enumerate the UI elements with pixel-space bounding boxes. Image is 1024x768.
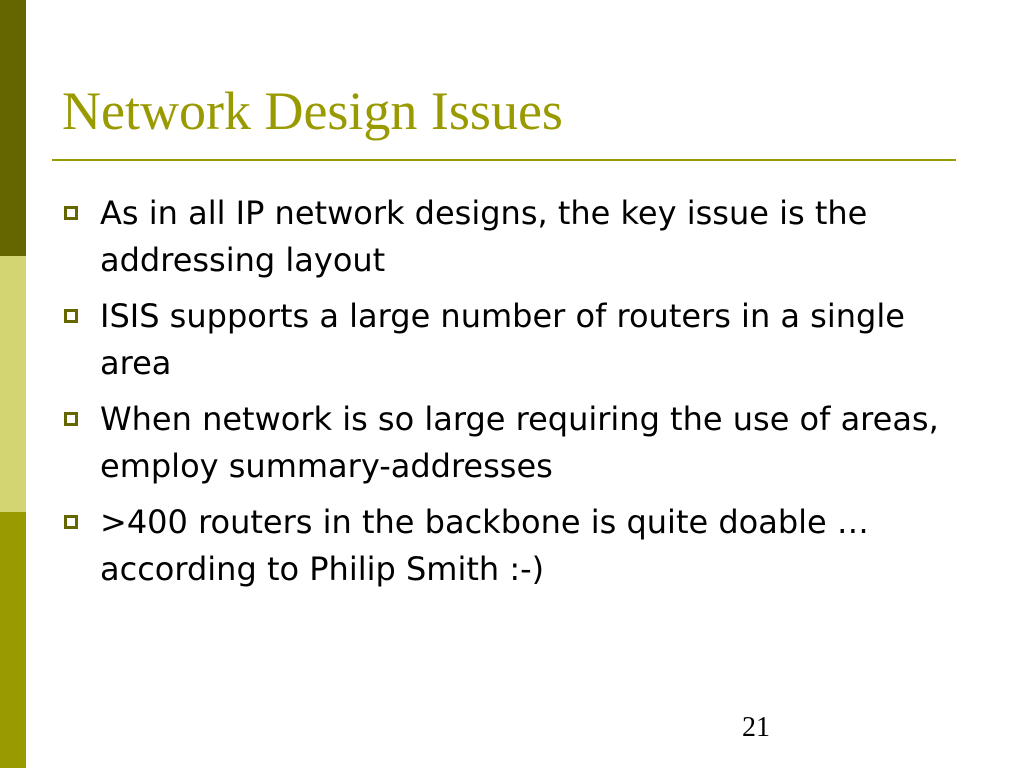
hollow-square-bullet-icon bbox=[64, 206, 78, 220]
bullet-text: When network is so large requiring the use of areas, employ summary-addresses bbox=[100, 400, 939, 485]
bullet-item bbox=[62, 190, 962, 284]
side-bar-mid-segment bbox=[0, 512, 26, 768]
hollow-square-bullet-icon bbox=[64, 309, 78, 323]
bullet-item bbox=[62, 499, 962, 593]
bullet-list bbox=[62, 190, 962, 602]
bullet-item bbox=[62, 396, 962, 490]
hollow-square-bullet-icon bbox=[64, 515, 78, 529]
title-underline bbox=[52, 159, 956, 161]
bullet-text: ISIS supports a large number of routers in a single area bbox=[100, 297, 905, 382]
slide-title: Network Design Issues bbox=[62, 81, 563, 141]
page-number: 21 bbox=[742, 712, 770, 743]
side-bar-light-segment bbox=[0, 256, 26, 512]
bullet-text: >400 routers in the backbone is quite doable … according to Philip Smith :-) bbox=[100, 503, 869, 588]
bullet-item bbox=[62, 293, 962, 387]
side-bar-dark-segment bbox=[0, 0, 26, 256]
hollow-square-bullet-icon bbox=[64, 412, 78, 426]
bullet-text: As in all IP network designs, the key issue is the addressing layout bbox=[100, 194, 868, 279]
